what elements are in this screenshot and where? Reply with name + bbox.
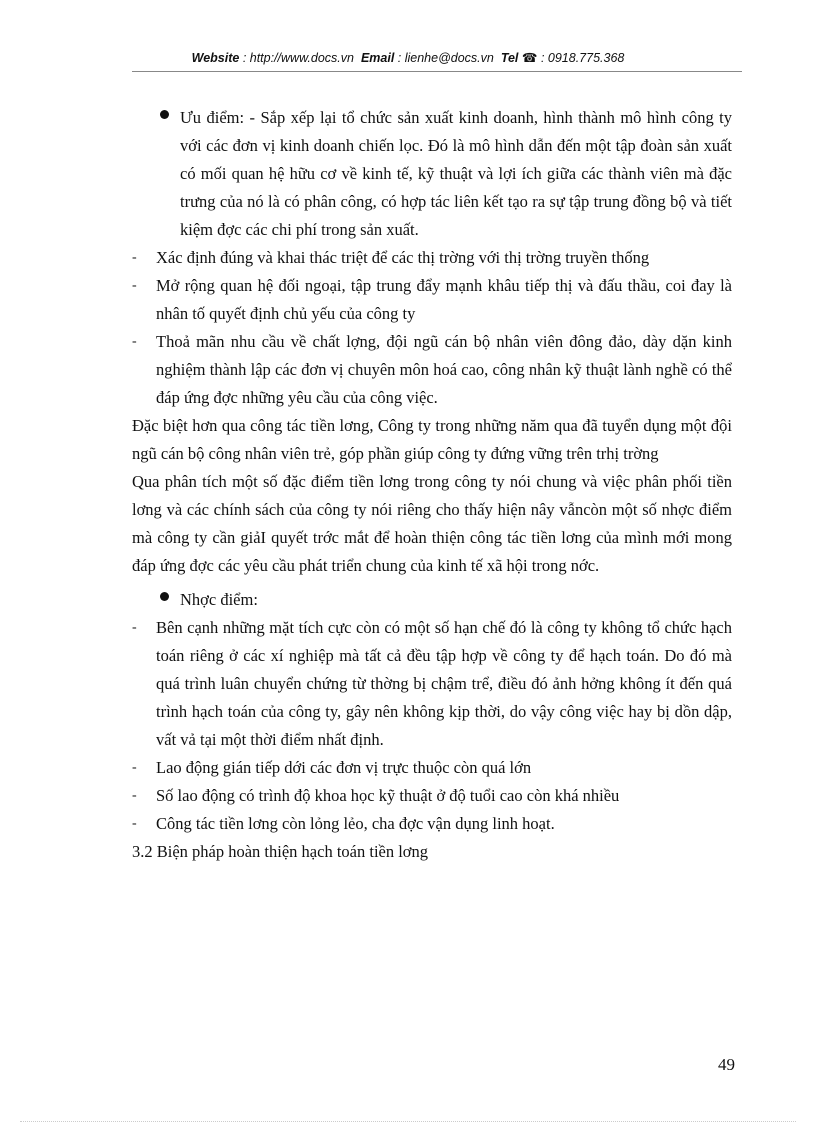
advantage-text: Ưu điểm: - Sắp xếp lại tổ chức sản xuất kinh doanh, hình thành mô hình công ty với các đơn vị kinh doanh chiến lọc. Đó là mô hình dẫn đến một tập đoàn sản xuất có mối quan hệ hữu cơ về kinh tế, kỹ thuật và lợi ích giữa các thành viên mà đặc trưng của nó là có phân công, có hợp tác liên kết tạo ra sự tập trung đồng bộ và tiết kiệm đợc các chi phí trong sản xuất. [180, 108, 732, 239]
list-item-text: Bên cạnh những mặt tích cực còn có một số hạn chế đó là công ty không tổ chức hạch toán riêng ở các xí nghiệp mà tất cả đều tập hợp về công ty để hạch toán. Do đó mà quá trình luân chuyển chứng từ thờng bị chậm trể, điều đó ảnh hởng không ít đến quá trình hạch toán của công ty, gây nên không kịp thời, do vậy công việc hay bị dồn dập, vất vả tại một thời điểm nhất định. [156, 618, 732, 749]
dash-icon: - [132, 334, 137, 349]
dash-icon: - [132, 250, 137, 265]
list-item-text: Thoả mãn nhu cầu về chất lợng, đội ngũ cán bộ nhân viên đông đảo, dày dặn kinh nghiệm thành lập các đơn vị chuyên môn hoá cao, công nhân kỹ thuật lành nghề có thể đáp ứng đợc những yêu cầu của công việc. [156, 332, 732, 407]
website-value: : http://www.docs.vn [242, 51, 354, 65]
dash-icon: - [132, 816, 137, 831]
list-item [132, 614, 732, 754]
dash-icon: - [132, 278, 137, 293]
disadvantage-bullet [132, 586, 732, 614]
list-item [132, 810, 732, 838]
website-label: Website [191, 51, 240, 65]
list-item [132, 244, 732, 272]
list-item-text: Xác định đúng và khai thác triệt để các thị trờng với thị trờng truyền thống [156, 248, 650, 267]
disadvantage-title: Nhợc điểm: [180, 590, 258, 609]
list-item [132, 782, 732, 810]
paragraph: Đặc biệt hơn qua công tác tiền lơng, Công ty trong những năm qua đã tuyển dụng một đội ngũ cán bộ công nhân viên trẻ, góp phần giúp công ty đứng vững trên trhị trờng [132, 416, 732, 463]
paragraph: Qua phân tích một số đặc điểm tiền lơng trong công ty nói chung và việc phân phối tiền lơng và các chính sách của công ty nói riêng cho thấy hiện nây vẫncòn một số nhợc điểm mà công ty cần giảI quyết trớc mắt để hoàn thiện công tác tiền lơng của mình mới mong đáp ứng đợc các yêu cầu phát triển chung của kinh tế xã hội trong nớc. [132, 472, 732, 575]
section-heading: 3.2 Biện pháp hoàn thiện hạch toán tiền lơng [132, 842, 429, 861]
bullet-icon [160, 592, 169, 601]
list-item [132, 272, 732, 328]
header-divider [132, 71, 742, 72]
email-label: Email [360, 51, 395, 65]
dash-icon: - [132, 788, 137, 803]
bullet-icon [160, 110, 169, 119]
list-item-text: Số lao động có trình độ khoa học kỹ thuật ở độ tuổi cao còn khá nhiều [156, 786, 620, 805]
dash-icon: - [132, 760, 137, 775]
list-item-text: Mở rộng quan hệ đối ngoại, tập trung đẩy mạnh khâu tiếp thị và đấu thầu, coi đay là nhân tố quyết định chủ yếu của công ty [156, 276, 732, 323]
tel-value: ☎ : 0918.775.368 [521, 51, 625, 65]
document-body [132, 104, 732, 866]
email-value: : lienhe@docs.vn [397, 51, 494, 65]
page-bottom-border [20, 1121, 796, 1122]
list-item-text: Công tác tiền lơng còn lỏng lẻo, cha đợc vận dụng linh hoạt. [156, 814, 555, 833]
list-item [132, 754, 732, 782]
tel-label: Tel [500, 51, 519, 65]
list-item-text: Lao động gián tiếp dới các đơn vị trực thuộc còn quá lớn [156, 758, 532, 777]
advantage-bullet [132, 104, 732, 244]
dash-icon: - [132, 620, 137, 635]
page-header [0, 50, 816, 65]
list-item [132, 328, 732, 412]
page-number: 49 [718, 1055, 735, 1074]
